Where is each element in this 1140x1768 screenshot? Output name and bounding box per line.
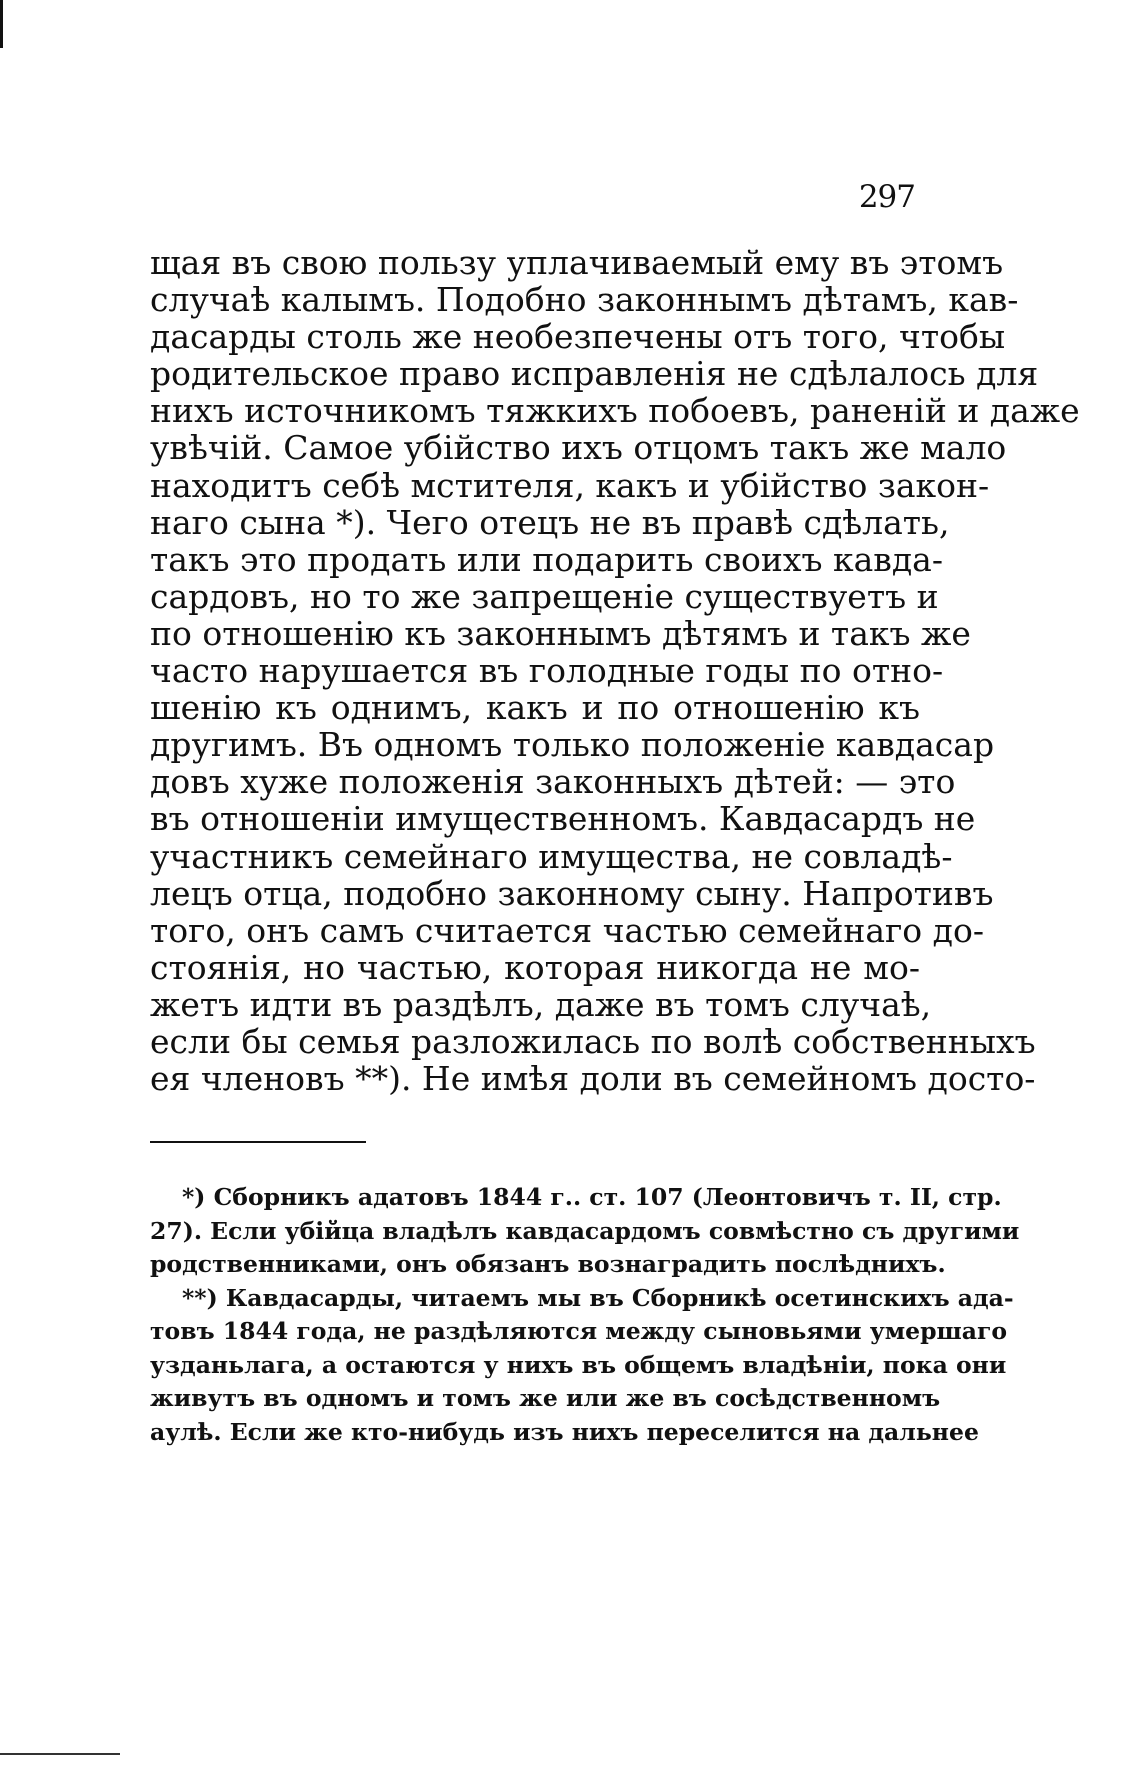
- text-line: нихъ источникомъ тяжкихъ побоевъ, раненій и даже: [150, 391, 1080, 431]
- footnote-line: товъ 1844 года, не раздѣляются между сыновьями умершаго: [150, 1317, 1008, 1345]
- footnotes: [150, 1181, 1020, 1449]
- text-line: если бы семья разложилась по волѣ собственныхъ: [150, 1021, 1036, 1061]
- text-line: жетъ идти въ раздѣлъ, даже въ томъ случаѣ,: [150, 984, 932, 1024]
- text-line: родительское право исправленія не сдѣлалось для: [150, 354, 1039, 394]
- text-line: участникъ семейнаго имущества, не совладѣ-: [150, 836, 953, 876]
- text-line: другимъ. Въ одномъ только положеніе кавдасар: [150, 725, 995, 765]
- footnote-line: *) Сборникъ адатовъ 1844 г.. ст. 107 (Леонтовичъ т. II, стр.: [182, 1183, 1002, 1211]
- text-line: наго сына *). Чего отецъ не въ правѣ сдѣлать,: [150, 502, 950, 542]
- text-line: увѣчій. Самое убійство ихъ отцомъ такъ же мало: [150, 428, 1007, 468]
- footnote-line: узданьлага, а остаются у нихъ въ общемъ владѣніи, пока они: [150, 1350, 1007, 1379]
- page-number: 297: [858, 179, 915, 215]
- scan-edge-mark: [0, 0, 3, 48]
- text-line: довъ хуже положенія законныхъ дѣтей: — это: [150, 762, 956, 802]
- text-line: стоянія, но частью, которая никогда не мо-: [150, 947, 920, 987]
- text-line: дасарды столь же необезпечены отъ того, чтобы: [150, 317, 1006, 357]
- text-line: въ отношеніи имущественномъ. Кавдасардъ не: [150, 799, 976, 839]
- footnote-divider: [150, 1141, 366, 1143]
- text-line: находитъ себѣ мстителя, какъ и убійство закон-: [150, 465, 990, 505]
- text-line: лецъ отца, подобно законному сыну. Напротивъ: [150, 873, 994, 913]
- footnote-line: родственниками, онъ обязанъ вознаградить послѣднихъ.: [150, 1250, 946, 1278]
- text-line: щая въ свою пользу уплачиваемый ему въ этомъ: [150, 243, 1004, 282]
- text-line: того, онъ самъ считается частью семейнаго до-: [150, 910, 984, 950]
- text-line: ея членовъ **). Не имѣя доли въ семейномъ досто-: [150, 1059, 1036, 1099]
- footnote-line: **) Кавдасарды, читаемъ мы въ Сборникѣ осетинскихъ ада-: [182, 1283, 1014, 1312]
- text-line: часто нарушается въ голодные годы по отно-: [150, 651, 944, 691]
- text-line: случаѣ калымъ. Подобно законнымъ дѣтамъ, кав-: [150, 280, 1019, 320]
- text-line: шенію къ однимъ, какъ и по отношенію къ: [150, 688, 920, 728]
- footnote-line: аулѣ. Если же кто-нибудь изъ нихъ переселится на дальнее: [150, 1417, 979, 1446]
- text-line: такъ это продать или подарить своихъ кавда-: [150, 539, 943, 579]
- text-line: по отношенію къ законнымъ дѣтямъ и такъ же: [150, 613, 971, 653]
- text-line: сардовъ, но то же запрещеніе существуетъ и: [150, 576, 939, 616]
- main-text: [150, 243, 1080, 1099]
- footnote-line: живутъ въ одномъ и томъ же или же въ сосѣдственномъ: [150, 1384, 941, 1412]
- scan-bottom-line: [0, 1753, 120, 1755]
- footnote-line: 27). Если убійца владѣлъ кавдасардомъ совмѣстно съ другими: [150, 1216, 1020, 1245]
